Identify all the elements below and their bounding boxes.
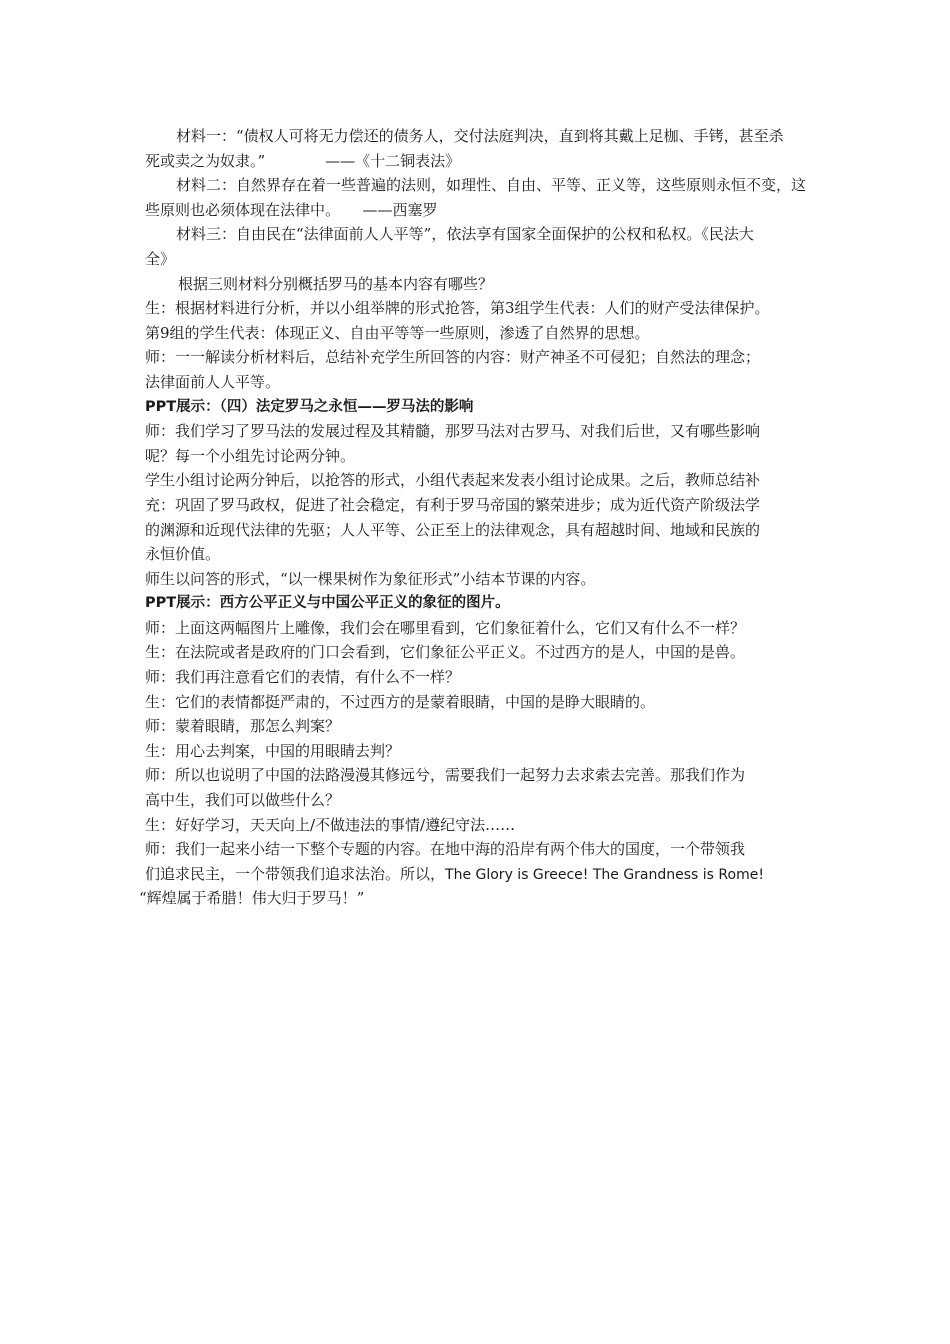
teacher-summary-line-1: 师：一一解读分析材料后，总结补充学生所回答的内容：财产神圣不可侵犯；自然法的理念；: [145, 348, 761, 367]
discussion-line-1: 学生小组讨论两分钟后，以抢答的形式，小组代表起来发表小组讨论成果。之后，教师总结补: [145, 471, 761, 490]
dialogue-line-9: 生：好好学习，天天向上/不做违法的事情/遵纪守法……: [145, 815, 516, 834]
teacher-question-line-2: 呢？每一个小组先讨论两分钟。: [145, 446, 356, 465]
material-one-line-1: 材料一：“债权人可将无力偿还的债务人，交付法庭判决，直到将其戴上足枷、手铐，甚至杀: [176, 127, 784, 145]
dialogue-line-6: 生：用心去判案，中国的用眼睛去判？: [145, 741, 401, 760]
dialogue-line-2: 生：在法院或者是政府的门口会看到，它们象征公平正义。不过西方的是人，中国的是兽。: [145, 643, 746, 662]
student-answer-line-2: 第9组的学生代表：体现正义、自由平等等一些原则，渗透了自然界的思想。: [145, 323, 650, 342]
dialogue-line-5: 师：蒙着眼睛，那怎么判案？: [145, 717, 341, 736]
question-line: 根据三则材料分别概括罗马的基本内容有哪些？: [178, 274, 494, 293]
summary-method-line: 师生以问答的形式，“以一棵果树作为象征形式”小结本节课的内容。: [145, 569, 596, 588]
student-answer-line-1: 生：根据材料进行分析，并以小组举牌的形式抢答，第3组学生代表：人们的财产受法律保护。: [145, 299, 770, 318]
material-three-line-2: 全》: [145, 249, 176, 268]
discussion-line-3: 的渊源和近现代法律的先驱；人人平等、公正至上的法律观念，具有超越时间、地域和民族的: [145, 520, 761, 539]
conclusion-line-2-text: 们追求民主，一个带领我们追求法治。所以，: [145, 864, 446, 883]
dialogue-line-3: 师：我们再注意看它们的表情，有什么不一样？: [145, 668, 461, 687]
material-three-line-1: 材料三：自由民在“法律面前人人平等”，依法享有国家全面保护的公权和私权。《民法大: [176, 225, 754, 244]
dialogue-line-4: 生：它们的表情都挺严肃的，不过西方的是蒙着眼睛，中国的是睁大眼睛的。: [145, 692, 656, 711]
teacher-summary-line-2: 法律面前人人平等。: [145, 372, 281, 391]
teacher-question-line-1: 师：我们学习了罗马法的发展过程及其精髓，那罗马法对古罗马、对我们后世，又有哪些影响: [145, 422, 761, 441]
discussion-line-4: 永恒价值。: [145, 545, 221, 564]
material-two-line-1: 材料二：自然界存在着一些普遍的法则，如理性、自由、平等、正义等，这些原则永恒不变，这: [176, 176, 807, 195]
dialogue-line-8: 高中生，我们可以做些什么？: [145, 791, 341, 810]
material-one-line-2: 死或卖之为奴隶。” ——《十二铜表法》: [145, 151, 461, 170]
document-body: [139, 124, 815, 911]
dialogue-line-7: 师：所以也说明了中国的法路漫漫其修远兮，需要我们一起努力去求索去完善。那我们作为: [145, 766, 746, 785]
conclusion-line-1: 师：我们一起来小结一下整个专题的内容。在地中海的沿岸有两个伟大的国度，一个带领我: [145, 840, 746, 859]
ppt-heading-justice: PPT展示：西方公平正义与中国公平正义的象征的图片。: [145, 595, 510, 612]
dialogue-line-1: 师：上面这两幅图片上雕像，我们会在哪里看到，它们象征着什么，它们又有什么不一样？: [145, 618, 746, 637]
chinese-quote: “辉煌属于希腊！伟大归于罗马！”: [139, 889, 365, 908]
ppt-heading-influence: PPT展示：（四）法定罗马之永恒——罗马法的影响: [145, 398, 474, 415]
material-two-line-2: 些原则也必须体现在法律中。 ——西塞罗: [145, 200, 438, 219]
english-quote: The Glory is Greece! The Grandness is Rome!: [445, 866, 764, 883]
conclusion-line-2: [145, 862, 815, 887]
discussion-line-2: 充：巩固了罗马政权，促进了社会稳定，有利于罗马帝国的繁荣进步；成为近代资产阶级法学: [145, 495, 761, 514]
